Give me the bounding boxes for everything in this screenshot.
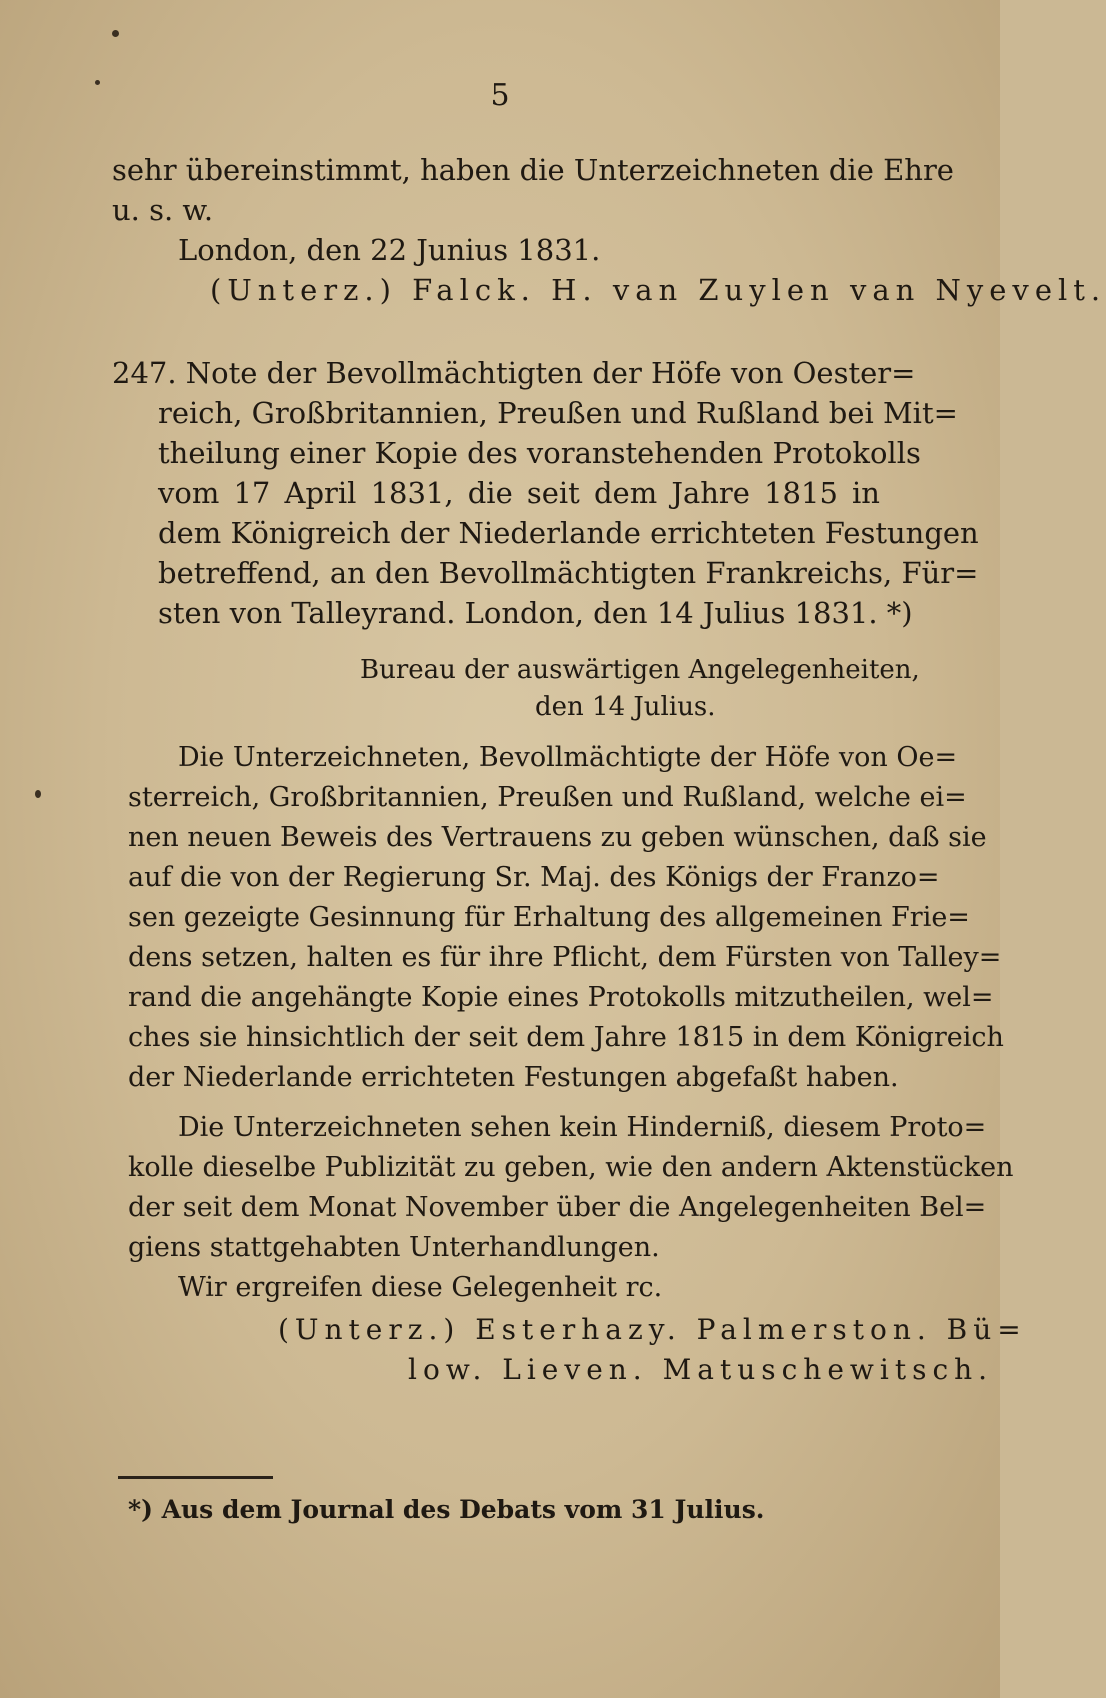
body-line: sen gezeigte Gesinnung für Erhaltung des allgemeinen Frie= (128, 902, 970, 933)
body-line: nen neuen Beweis des Vertrauens zu geben wünschen, daß sie (128, 822, 987, 853)
signatures: (Unterz.) Falck. H. van Zuylen van Nyevelt. (210, 273, 1106, 307)
body-line: kolle dieselbe Publizität zu geben, wie den andern Aktenstücken (128, 1152, 1014, 1183)
body-line: ches sie hinsichtlich der seit dem Jahre 1815 in dem Königreich (128, 1022, 1004, 1053)
text-line: u. s. w. (112, 193, 214, 227)
text-line: sehr übereinstimmt, haben die Unterzeichneten die Ehre (112, 153, 954, 187)
heading-line: dem Königreich der Niederlande errichteten Festungen (158, 516, 979, 550)
bureau-dateline: Bureau der auswärtigen Angelegenheiten, (360, 655, 920, 685)
body-line: dens setzen, halten es für ihre Pflicht, dem Fürsten von Talley= (128, 942, 1002, 973)
body-line: giens stattgehabten Unterhandlungen. (128, 1232, 660, 1263)
heading-line: 247. Note der Bevollmächtigten der Höfe von Oester= (112, 356, 916, 390)
body-line: sterreich, Großbritannien, Preußen und Rußland, welche ei= (128, 782, 967, 813)
signatures: low. Lieven. Matuschewitsch. (408, 1353, 994, 1386)
heading-line: reich, Großbritannien, Preußen und Rußland bei Mit= (158, 396, 958, 430)
bureau-date: den 14 Julius. (535, 692, 716, 722)
page-number: 5 (490, 78, 510, 113)
body-line: der seit dem Monat November über die Angelegenheiten Bel= (128, 1192, 987, 1223)
body-line: Die Unterzeichneten sehen kein Hinderniß, diesem Proto= (178, 1112, 987, 1143)
dateline-london: London, den 22 Junius 1831. (178, 233, 601, 267)
ink-speck (112, 30, 119, 37)
body-line: Die Unterzeichneten, Bevollmächtigte der Höfe von Oe= (178, 742, 958, 773)
heading-line: betreffend, an den Bevollmächtigten Frankreichs, Für= (158, 556, 979, 590)
ink-speck (35, 790, 41, 798)
heading-line: vom 17 April 1831, die seit dem Jahre 1815 in (158, 476, 880, 510)
heading-line: sten von Talleyrand. London, den 14 Julius 1831. *) (158, 596, 913, 630)
closing-line: Wir ergreifen diese Gelegenheit rc. (178, 1272, 663, 1303)
footnote: *) Aus dem Journal des Debats vom 31 Julius. (128, 1495, 765, 1524)
body-line: rand die angehängte Kopie eines Protokolls mitzutheilen, wel= (128, 982, 994, 1013)
body-line: auf die von der Regierung Sr. Maj. des Königs der Franzo= (128, 862, 940, 893)
signatures: (Unterz.) Esterhazy. Palmerston. Bü= (278, 1313, 1027, 1346)
heading-line: theilung einer Kopie des voranstehenden Protokolls (158, 436, 921, 470)
footnote-rule (118, 1476, 273, 1479)
body-line: der Niederlande errichteten Festungen abgefaßt haben. (128, 1062, 899, 1093)
